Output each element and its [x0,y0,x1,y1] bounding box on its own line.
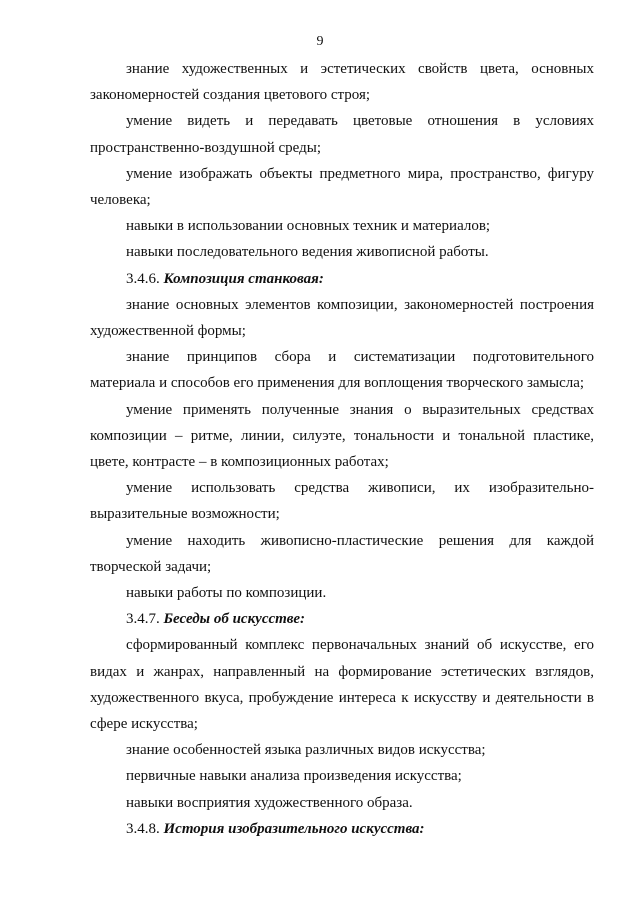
paragraph: умение применять полученные знания о выразительных средствах композиции – ритме, линии, силуэте, тональности и тональной пластике, цвете, контрасте – в композиционных работах; [90,401,594,471]
paragraph: умение изображать объекты предметного мира, пространство, фигуру человека; [90,165,594,209]
section-number: 3.4.7. [126,611,164,628]
paragraph: знание особенностей языка различных видов искусства; [126,742,486,759]
paragraph: сформированный комплекс первоначальных знаний об искусстве, его видах и жанрах, направленный на формирование эстетических взглядов, художественного вкуса, пробуждение интереса к искусству и деятельности в сфере искусства; [90,637,594,733]
paragraph: навыки восприятия художественного образа. [126,794,413,811]
paragraph: навыки работы по композиции. [126,585,327,602]
paragraph: умение видеть и передавать цветовые отношения в условиях пространственно-воздушной среды; [90,113,594,156]
section-title: Композиция станковая: [163,270,324,287]
document-body [90,56,594,842]
section-number: 3.4.8. [126,820,164,837]
section-heading [90,606,594,632]
section-heading [90,816,594,842]
section-title: История изобразительного искусства: [163,820,425,837]
paragraph: навыки в использовании основных техник и материалов; [126,218,491,235]
paragraph: знание художественных и эстетических свойств цвета, основных закономерностей создания цветового строя; [90,61,594,104]
paragraph: знание основных элементов композиции, закономерностей построения художественной формы; [90,296,594,340]
paragraph: первичные навыки анализа произведения искусства; [126,768,462,785]
paragraph: умение находить живописно-пластические решения для каждой творческой задачи; [90,532,594,575]
section-title: Беседы об искусстве: [163,611,305,628]
paragraph: знание принципов сбора и систематизации подготовительного материала и способов его применения для воплощения творческого замысла; [90,349,594,392]
paragraph: умение использовать средства живописи, их изобразительно-выразительные возможности; [90,480,594,523]
section-heading [90,266,594,292]
section-number: 3.4.6. [126,270,164,287]
page-number: 9 [316,34,324,49]
paragraph: навыки последовательного ведения живописной работы. [126,244,489,261]
